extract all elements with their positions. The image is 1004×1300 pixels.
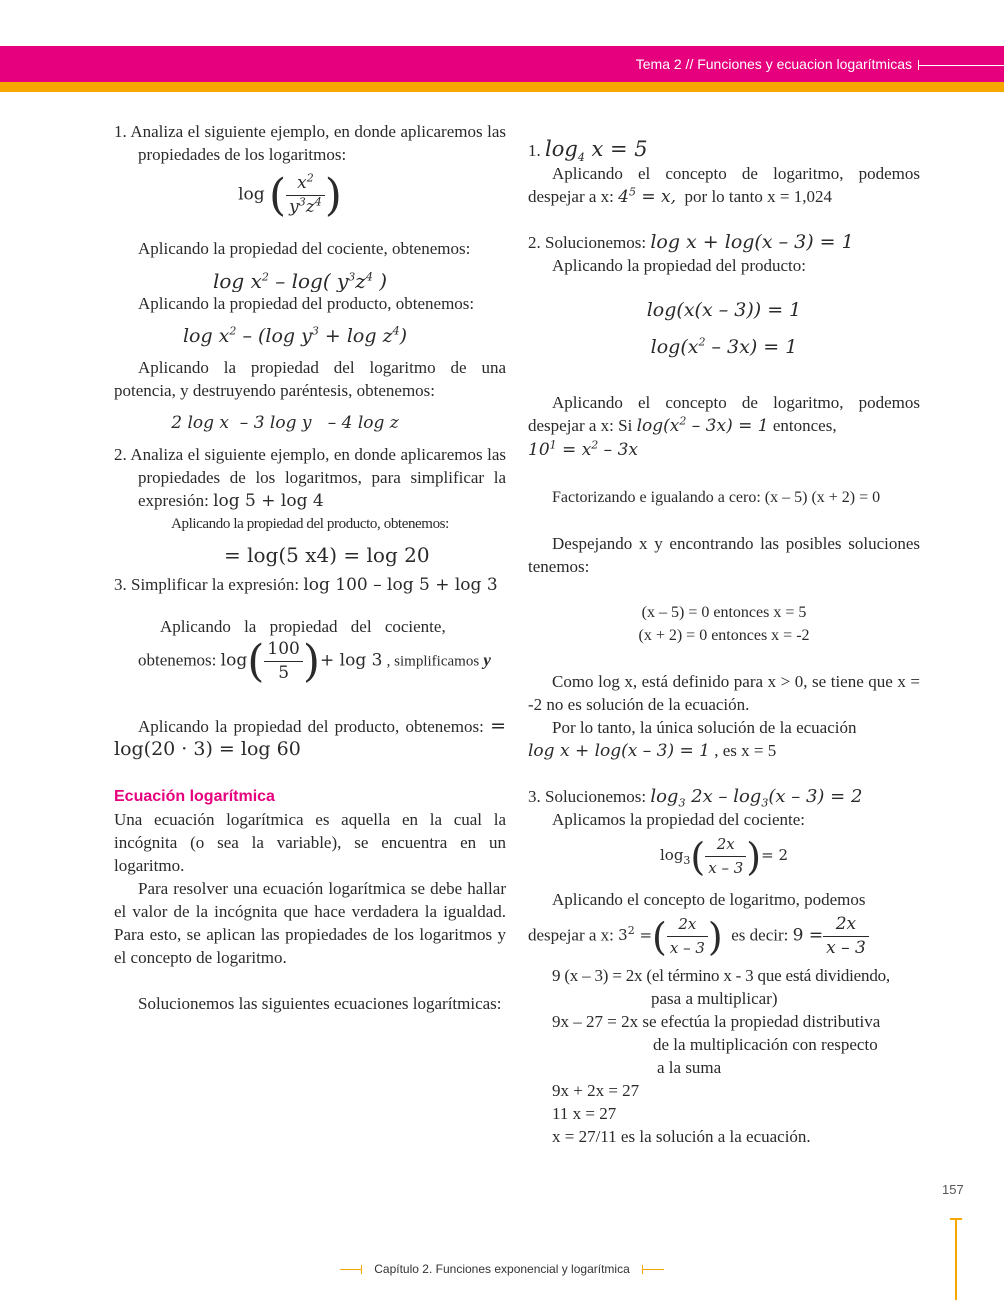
page-number: 157 — [942, 1182, 964, 1197]
equation-log-quadratic: $\log(x^2 - 3x) = 1$ — [650, 335, 798, 358]
example2-concepto: Aplicando el concepto de logaritmo, podemos despejar a x: Si $\log(x^2 - 3x) = 1$ entonces, $10^1 = x^2 - 3x$ — [528, 393, 920, 460]
example3-cociente: Aplicamos la propiedad del cociente: — [552, 810, 806, 829]
example3-concepto: Aplicando el concepto de logaritmo, podemos — [552, 890, 866, 909]
example3-intro: 3. Solucionemos: $\log_3 2x - \log_3(x - 3) = 2$ — [528, 786, 863, 810]
example3-step4: 11 x = 27 — [552, 1104, 617, 1123]
example3-step2b: de la multiplicación con respecto — [653, 1035, 878, 1054]
procedure-paragraph: Para resolver una ecuación logarítmica se debe hallar el valor de la incógnita que hace verdadera la igualdad. Para esto, se aplican las propiedades de los logaritmos y el concepto de logaritmo. — [114, 879, 506, 967]
equation-log-quotient: log ( $\frac{x^2}{y^3z^4}$ ) — [238, 169, 342, 221]
header-title: Tema 2 // Funciones y ecuacion logarítmicas — [635, 56, 912, 72]
item3-simplificamos: , simplificamos — [386, 653, 480, 670]
item2-intro: 2. Analiza el siguiente ejemplo, en donde aplicaremos las propiedades de los logaritmos, para simplificar la expresión: log 5 + log 4 — [114, 445, 506, 511]
equation-log-expanded: 2 log x – 3 log y – 4 log z — [171, 413, 399, 433]
example3-step1a: 9 (x – 3) = 2x (el término x - 3 que está dividiendo, — [552, 966, 890, 985]
side-rule — [955, 1218, 957, 1300]
item3-producto: Aplicando la propiedad del producto, obtenemos: = log(20 · 3) = log 60 — [114, 715, 506, 760]
item1-potencia: Aplicando la propiedad del logaritmo de una potencia, y destruyendo paréntesis, obtenemos: — [114, 358, 506, 400]
example3-esdecir: es decir: — [731, 925, 789, 945]
example1-header — [528, 137, 920, 165]
example3-step2a: 9x – 27 = 2x se efectúa la propiedad distributiva — [552, 1012, 881, 1031]
example3-despejar-line: despejar a x: $3^2$ =( $\frac{2x}{x - 3}$ ) es decir: 9 = $\frac{2x}{x - 3}$ — [528, 913, 920, 960]
footer-rule-right — [642, 1269, 664, 1270]
equation-log4x: $\log_4 x = 5$ — [545, 137, 648, 165]
equation-log-quadratic-inline: $\log(x^2 - 3x) = 1$ — [636, 414, 769, 436]
right-column — [528, 120, 920, 1148]
left-column — [114, 120, 506, 1015]
example2-conclusion: log x + log(x – 3) = 1 , es x = 5 — [528, 741, 777, 761]
example1-number: 1. — [528, 141, 541, 160]
example1-text: Aplicando el concepto de logaritmo, podemos despejar a x: $4^5 = x$, por lo tanto x = 1,024 — [528, 164, 920, 207]
header-rule — [918, 65, 1004, 66]
item1-intro: 1. Analiza el siguiente ejemplo, en donde aplicaremos las propiedades de los logaritmos: — [114, 122, 506, 164]
example2-factor: Factorizando e igualando a cero: (x – 5) (x + 2) = 0 — [552, 489, 881, 506]
example3-step1b: pasa a multiplicar) — [651, 989, 778, 1008]
example2-producto: Aplicando la propiedad del producto: — [552, 256, 806, 275]
item1-cociente: Aplicando la propiedad del cociente, obtenemos: — [138, 239, 471, 258]
example1-result: por lo tanto x = 1,024 — [684, 187, 832, 206]
item3-y: y — [483, 650, 491, 670]
item3-obtenemos: obtenemos: — [138, 650, 217, 670]
expression-log100: log 100 – log 5 + log 3 — [303, 575, 498, 595]
definition-paragraph: Una ecuación logarítmica es aquella en la cual la incógnita (o sea la variable), se encuentra en un logaritmo. — [114, 810, 506, 875]
example2-intro: 2. Solucionemos: log x + log(x – 3) = 1 — [528, 231, 854, 253]
footer-rule-left — [340, 1269, 362, 1270]
example3-step5: x = 27/11 es la solución a la ecuación. — [552, 1127, 811, 1146]
header-accent-stripe — [0, 82, 1004, 92]
equation-4-pow-5: $4^5 = x$, — [618, 185, 677, 207]
section-title: Ecuación logarítmica — [114, 788, 275, 805]
footer — [0, 1262, 1004, 1276]
example2-como: Como log x, está definido para x > 0, se tiene que x = -2 no es solución de la ecuación. — [528, 672, 920, 714]
equation-log-sum: $\log x^2 - (\log$ $y^3 + \log z^4$) — [182, 324, 408, 347]
equation-log-product: log(x(x – 3)) = 1 — [646, 299, 802, 321]
item3-obtenemos-line: obtenemos: log( $\frac{100}{5}$ )+ log 3 , simplificamos y — [138, 635, 491, 687]
example2-despejando: Despejando x y encontrando las posibles soluciones tenemos: — [528, 534, 920, 576]
example3-step3: 9x + 2x = 27 — [552, 1081, 640, 1100]
item3-intro: 3. Simplificar la expresión: log 100 – log 5 + log 3 — [114, 575, 498, 595]
equation-log20: = log(5 x4) = log 20 — [224, 543, 430, 567]
example3-despejar: despejar a x: — [528, 925, 614, 945]
equation-example2: log x + log(x – 3) = 1 — [650, 231, 854, 253]
equation-10-power: $10^1 = x^2 - 3x$ — [528, 438, 638, 460]
item3-cociente: Aplicando la propiedad del cociente, — [160, 617, 446, 636]
item1-producto: Aplicando la propiedad del producto, obtenemos: — [138, 294, 475, 313]
equation-example3: $\log_3 2x - \log_3(x - 3) = 2$ — [650, 786, 863, 810]
equation-log-difference: $\log x^2 - \log$( $y^3z^4$ ) — [212, 270, 388, 292]
example3-step2c: a la suma — [657, 1058, 722, 1077]
solve-intro: Solucionemos las siguientes ecuaciones logarítmicas: — [138, 994, 502, 1013]
footer-chapter-title: Funciones exponencial y logarítmica — [435, 1262, 630, 1276]
example2-solution2: (x + 2) = 0 entonces x = -2 — [638, 627, 810, 644]
expression-log5-log4: log 5 + log 4 — [213, 491, 324, 511]
example2-portanto: Por lo tanto, la única solución de la ecuación — [552, 718, 857, 737]
item2-producto: Aplicando la propiedad del producto, obtenemos: — [171, 516, 449, 532]
equation-log60: = log(20 · 3) = log 60 — [114, 715, 506, 760]
equation-example2-inline: log x + log(x – 3) = 1 — [528, 741, 710, 761]
example2-solution1: (x – 5) = 0 entonces x = 5 — [641, 604, 807, 621]
footer-chapter-label: Capítulo 2. — [374, 1262, 433, 1276]
equation-log3-fraction: $\log_3$( $\frac{2x}{x - 3}$ )= 2 — [659, 834, 789, 879]
